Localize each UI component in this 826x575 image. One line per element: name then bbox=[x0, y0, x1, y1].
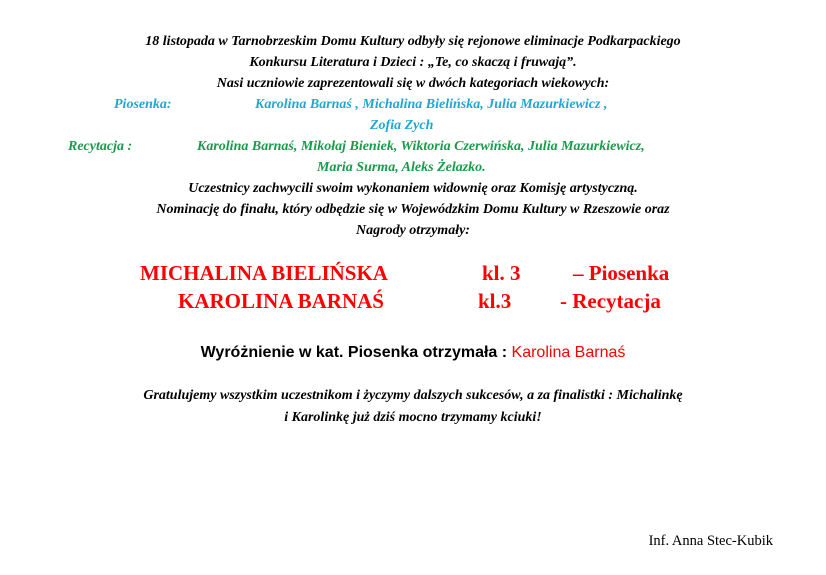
recitation-names-line-2: Maria Surma, Aleks Żelazko. bbox=[317, 160, 486, 175]
distinction bbox=[0, 344, 826, 362]
intro-line-1: 18 listopada w Tarnobrzeskim Domu Kultury odbyły się rejonowe eliminacje Podkarpackiego bbox=[145, 34, 681, 49]
recitation-label: Recytacja : bbox=[68, 139, 133, 154]
distinction-name: Karolina Barnaś bbox=[511, 344, 626, 361]
body-line-2: Nominację do finału, który odbędzie się w Wojewódzkim Domu Kultury w Rzeszowie oraz bbox=[156, 202, 670, 217]
distinction-label: Wyróżnienie w kat. Piosenka otrzymała : bbox=[200, 344, 512, 361]
body-line-1: Uczestnicy zachwycili swoim wykonaniem widownię oraz Komisję artystyczną. bbox=[188, 181, 638, 196]
winner-category: – Piosenka bbox=[573, 261, 670, 285]
winner-class: kl. 3 bbox=[482, 261, 521, 285]
closing-line-2: i Karolinkę już dziś mocno trzymamy kciuki! bbox=[284, 410, 542, 425]
closing-line-1: Gratulujemy wszystkim uczestnikom i życzymy dalszych sukcesów, a za finalistki : Michalinkę bbox=[143, 388, 683, 403]
song-names-line-1: Karolina Barnaś , Michalina Bielińska, Julia Mazurkiewicz , bbox=[255, 97, 608, 112]
signature: Inf. Anna Stec-Kubik bbox=[648, 533, 773, 549]
winner-name: MICHALINA BIELIŃSKA bbox=[140, 261, 388, 285]
winner-class: kl.3 bbox=[478, 289, 512, 313]
song-label: Piosenka: bbox=[114, 97, 172, 112]
intro-line-2: Konkursu Literatura i Dzieci : „Te, co skaczą i fruwają”. bbox=[249, 55, 577, 70]
recitation-names-line-1: Karolina Barnaś, Mikołaj Bieniek, Wiktoria Czerwińska, Julia Mazurkiewicz, bbox=[197, 139, 645, 154]
intro-line-3: Nasi uczniowie zaprezentowali się w dwóch kategoriach wiekowych: bbox=[216, 76, 610, 91]
song-names-line-2: Zofia Zych bbox=[370, 118, 434, 133]
winner-category: - Recytacja bbox=[560, 289, 661, 313]
body-line-3: Nagrody otrzymały: bbox=[356, 223, 470, 238]
winner-name: KAROLINA BARNAŚ bbox=[178, 289, 384, 313]
